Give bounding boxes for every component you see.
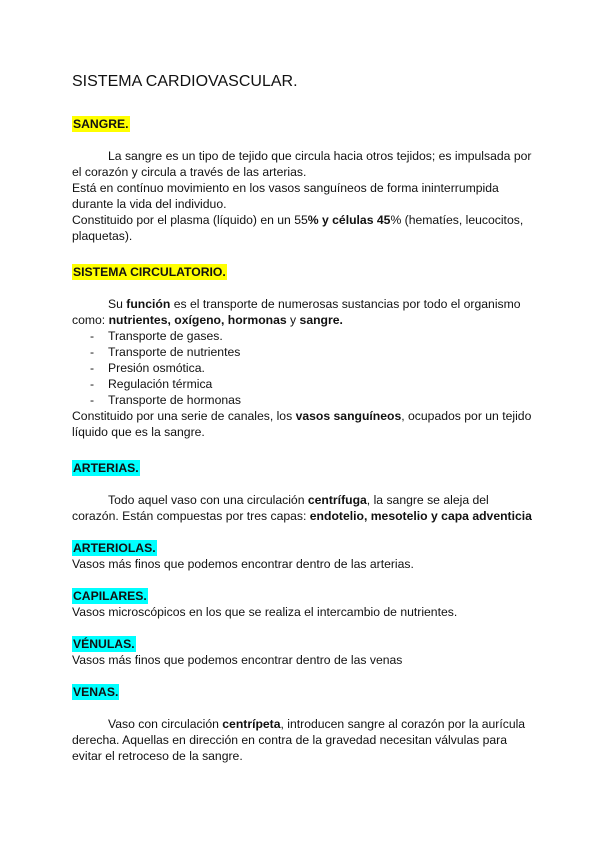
heading-arterias: ARTERIAS. bbox=[73, 461, 139, 475]
section-capilares bbox=[72, 588, 532, 620]
section-arteriolas bbox=[72, 540, 532, 572]
section-arterias bbox=[72, 460, 532, 524]
section-sangre bbox=[72, 116, 532, 244]
heading-venas: VENAS. bbox=[73, 685, 119, 699]
sangre-paragraph-2: Está en contínuo movimiento en los vasos sanguíneos de forma ininterrumpida durante la vida del individuo. bbox=[72, 181, 499, 211]
list-item: - Presión osmótica. bbox=[72, 360, 532, 376]
list-item: - Transporte de nutrientes bbox=[72, 344, 532, 360]
circulatorio-paragraph-2: Constituido por una serie de canales, los vasos sanguíneos, ocupados por un tejido líquido que es la sangre. bbox=[72, 409, 532, 439]
page-title: SISTEMA CARDIOVASCULAR. bbox=[72, 73, 298, 90]
section-venas bbox=[72, 684, 532, 764]
list-item: - Transporte de hormonas bbox=[72, 392, 532, 408]
venas-paragraph-1: Vaso con circulación centrípeta, introducen sangre al corazón por la aurícula derecha. Aquellas en dirección en contra de la gravedad necesitan válvulas para evitar el retroceso de la sangre. bbox=[72, 717, 526, 763]
sangre-paragraph-3: Constituido por el plasma (líquido) en un 55% y células 45% (hematíes, leucocitos, plaquetas). bbox=[72, 213, 524, 243]
heading-venulas: VÉNULAS. bbox=[73, 637, 135, 651]
venulas-paragraph-1: Vasos más finos que podemos encontrar dentro de las venas bbox=[72, 653, 403, 667]
section-circulatorio bbox=[72, 264, 532, 440]
section-venulas bbox=[72, 636, 532, 668]
circulatorio-paragraph-1: Su función es el transporte de numerosas sustancias por todo el organismo como: nutrientes, oxígeno, hormonas y sangre. bbox=[72, 297, 521, 327]
sangre-paragraph-1: La sangre es un tipo de tejido que circula hacia otros tejidos; es impulsada por el corazón y circula a través de las arterias. bbox=[72, 149, 532, 179]
document-page bbox=[72, 72, 532, 764]
heading-circulatorio: SISTEMA CIRCULATORIO. bbox=[73, 265, 226, 279]
heading-arteriolas: ARTERIOLAS. bbox=[73, 541, 156, 555]
list-item: - Transporte de gases. bbox=[72, 328, 532, 344]
heading-capilares: CAPILARES. bbox=[73, 589, 147, 603]
capilares-paragraph-1: Vasos microscópicos en los que se realiza el intercambio de nutrientes. bbox=[72, 605, 458, 619]
arteriolas-paragraph-1: Vasos más finos que podemos encontrar dentro de las arterias. bbox=[72, 557, 414, 571]
heading-sangre: SANGRE. bbox=[73, 117, 129, 131]
list-item: - Regulación térmica bbox=[72, 376, 532, 392]
arterias-paragraph-1: Todo aquel vaso con una circulación centrífuga, la sangre se aleja del corazón. Están compuestas por tres capas: endotelio, mesotelio y capa adventicia bbox=[72, 493, 532, 523]
functions-list bbox=[72, 328, 532, 408]
